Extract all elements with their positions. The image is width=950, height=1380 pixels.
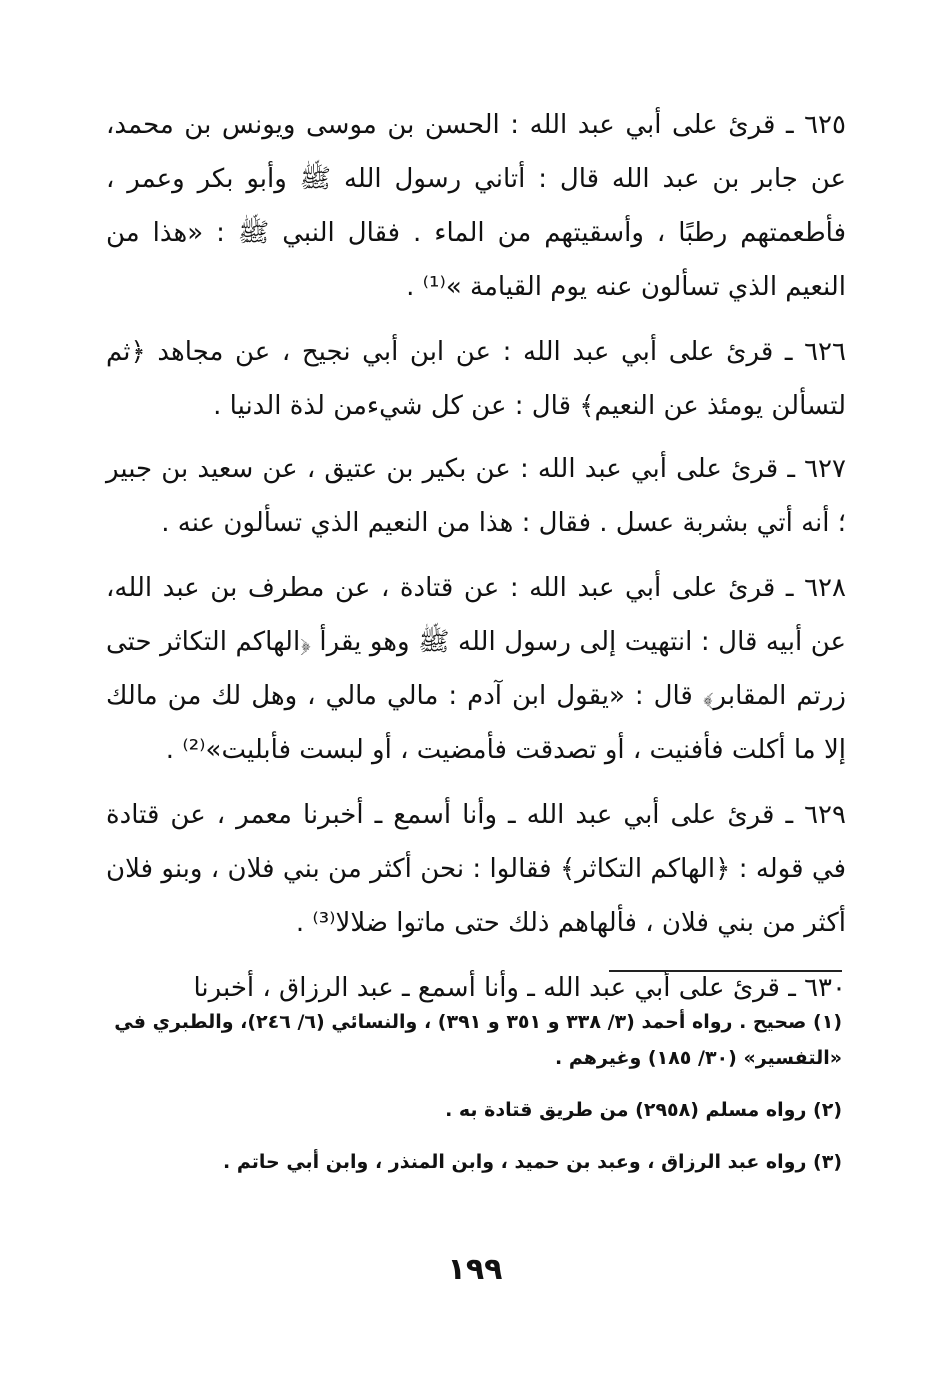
main-text <box>106 98 846 1026</box>
hadith-629: ٦٢٩ ـ قرئ على أبي عبد الله ـ وأنا أسمع ـ أخبرنا معمر ، عن قتادة في قوله : ﴿الهاكم التكاثر﴾ فقالوا : نحن أكثر من بني فلان ، وبنو فلان أكثر من بني فلان ، فألهاهم ذلك حتى ماتوا ضلالا⁽³⁾ . <box>106 800 846 938</box>
hadith-626: ٦٢٦ ـ قرئ على أبي عبد الله : عن ابن أبي نجيح ، عن مجاهد ﴿ثم لتسألن يومئذ عن النعيم﴾ قال : عن كل شيءمن لذة الدنيا . <box>106 337 846 421</box>
page-number: ١٩٩ <box>447 1252 503 1287</box>
footnote-3: (٣) رواه عبد الرزاق ، وعبد بن حميد ، وابن المنذر ، وابن أبي حاتم . <box>223 1151 842 1173</box>
footnote-separator <box>609 970 842 972</box>
hadith-625: ٦٢٥ ـ قرئ على أبي عبد الله : الحسن بن موسى ويونس بن محمد، عن جابر بن عبد الله قال : أتاني رسول الله ﷺ وأبو بكر وعمر ، فأطعمتهم رطبًا ، وأسقيتهم من الماء . فقال النبي ﷺ : «هذا من النعيم الذي تسألون عنه يوم القيامة »⁽¹⁾ . <box>106 110 846 302</box>
footnotes <box>106 1004 842 1180</box>
footnote-1: (١) صحيح . رواه أحمد (٣/ ٣٣٨ و ٣٥١ و ٣٩١) ، والنسائي (٦/ ٢٤٦)، والطبري في «التفسير» (٣٠/ ١٨٥) وغيرهم . <box>114 1011 842 1069</box>
hadith-628: ٦٢٨ ـ قرئ على أبي عبد الله : عن قتادة ، عن مطرف بن عبد الله، عن أبيه قال : انتهيت إلى رسول الله ﷺ وهو يقرأ ﴿الهاكم التكاثر حتى زرتم المقابر﴾ قال : «يقول ابن آدم : مالي مالي ، وهل لك من مالك إلا ما أكلت فأفنيت ، أو تصدقت فأمضيت ، أو لبست فأبليت»⁽²⁾ . <box>106 573 846 765</box>
footnote-2: (٢) رواه مسلم (٢٩٥٨) من طريق قتادة به . <box>445 1099 842 1121</box>
hadith-627: ٦٢٧ ـ قرئ على أبي عبد الله : عن بكير بن عتيق ، عن سعيد بن جبير ؛ أنه أتي بشربة عسل . فقال : هذا من النعيم الذي تسألون عنه . <box>106 454 846 538</box>
hadith-630: ٦٣٠ ـ قرئ على أبي عبد الله ـ وأنا أسمع ـ عبد الرزاق ، أخبرنا <box>193 973 846 1003</box>
